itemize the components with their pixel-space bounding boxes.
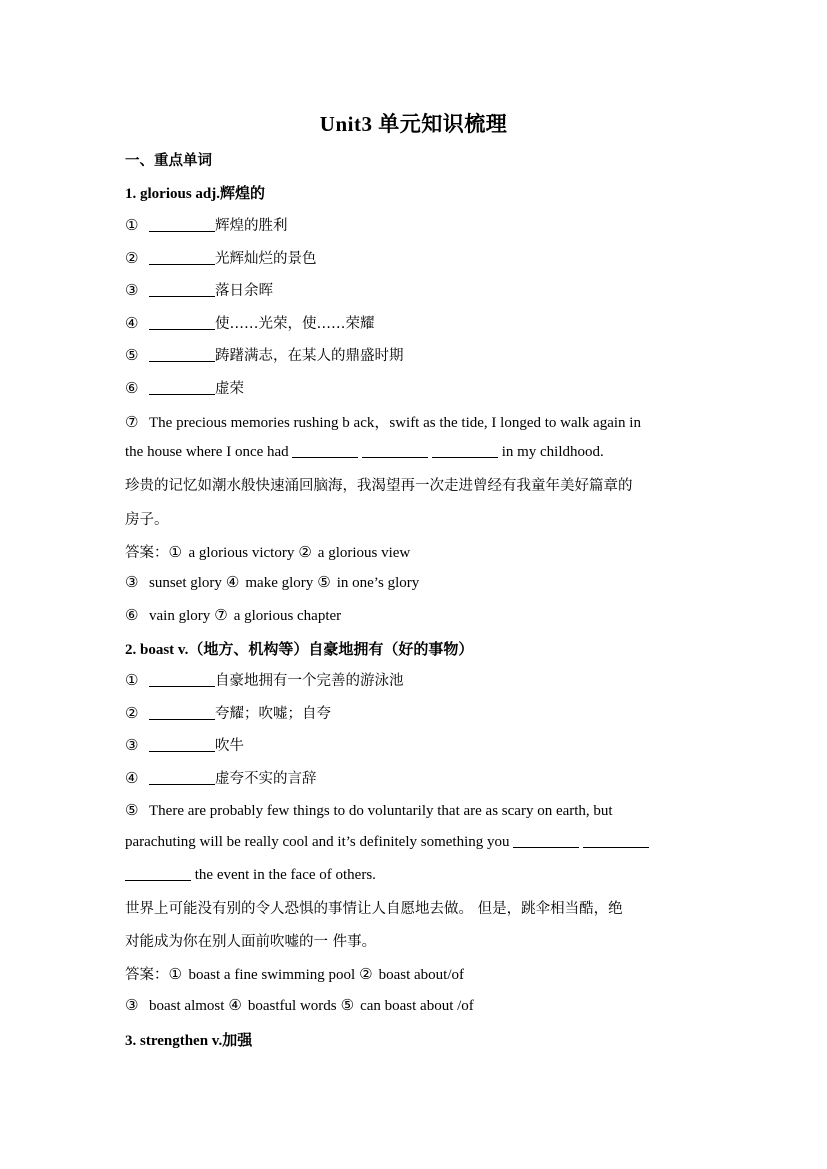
answer-text: sunset glory [149,575,222,591]
sentence-text: The precious memories rushing b ack，swift as the tide, I longed to walk again in [149,415,641,431]
blank-line [583,833,649,848]
answer-line [125,541,705,562]
item-number: ③ [125,996,139,1014]
item-number: ① [168,965,182,983]
translation: 世界上可能没有别的令人恐惧的事情让人自愿地去做。 但是，跳伞相当酷，绝 [125,901,623,917]
item-text: 辉煌的胜利 [215,218,288,234]
answer-line [125,996,705,1015]
item-number: ⑤ [340,996,355,1014]
section-heading: 一、重点单词 [125,153,212,169]
exercise-item [125,279,705,300]
answer-line [125,606,705,625]
sentence-text: the house where I once had [125,444,289,460]
blank-line [149,705,215,720]
blank-line [149,380,215,395]
exercise-sentence [125,411,705,432]
exercise-item [125,377,705,398]
word-heading-glorious: 1. glorious adj.辉煌的 [125,186,266,202]
item-number: ④ [228,996,242,1014]
item-number: ⑤ [125,346,139,364]
exercise-item [125,669,705,690]
exercise-item [125,312,705,333]
item-number: ② [125,249,139,267]
sentence-text: the event in the face of others. [194,867,376,883]
item-number: ③ [125,736,139,754]
answer-text: a glorious victory [188,545,295,561]
sentence-text: parachuting will be really cool and it’s definitely something you [125,834,510,850]
answer-text: boast about/of [378,967,465,983]
item-text: 自豪地拥有一个完善的游泳池 [215,673,404,689]
item-number: ② [125,704,139,722]
answer-text: boast a fine swimming pool [188,967,356,983]
item-number: ⑦ [214,606,228,624]
item-text: 虚夸不实的言辞 [215,771,317,787]
answer-text: a glorious view [317,545,411,561]
item-number: ⑥ [125,379,139,397]
blank-line [432,443,498,458]
answer-line [125,963,705,984]
answer-text: can boast about /of [360,998,474,1014]
item-number: ④ [125,769,139,787]
item-number: ③ [125,573,139,591]
blank-line [149,770,215,785]
blank-line [513,833,579,848]
item-number: ⑤ [317,573,331,591]
page-title: Unit3 单元知识梳理 [319,112,508,136]
exercise-item [125,214,705,235]
item-text: 虚荣 [215,381,244,397]
exercise-item [125,702,705,723]
item-number: ① [125,671,139,689]
blank-line [149,737,215,752]
answer-text: boastful words [247,998,337,1014]
item-number: ⑥ [125,606,139,624]
exercise-item [125,734,705,755]
item-number: ① [125,216,139,234]
item-number: ② [359,965,373,983]
word-heading-boast: 2. boast v.（地方、机构等）自豪地拥有（好的事物） [125,642,474,658]
blank-line [149,282,215,297]
answer-text: vain glory [149,608,211,624]
answer-text: boast almost [149,998,225,1014]
exercise-item [125,344,705,365]
answer-text: in one’s glory [336,575,420,591]
item-number: ④ [125,314,139,332]
item-text: 光辉灿烂的景色 [215,251,317,267]
item-text: 踌躇满志，在某人的鼎盛时期 [215,348,404,364]
item-text: 落日余晖 [215,283,273,299]
answer-line [125,573,705,592]
translation: 对能成为你在别人面前吹嘘的一 件事。 [125,934,377,950]
exercise-item [125,247,705,268]
answer-text: make glory [245,575,314,591]
exercise-sentence-cont [125,833,705,851]
blank-line [125,866,191,881]
blank-line [149,315,215,330]
exercise-item [125,767,705,788]
item-number: ⑦ [125,413,139,431]
blank-line [149,672,215,687]
item-number: ④ [225,573,240,591]
item-number: ② [298,543,312,561]
item-text: 使……光荣，使……荣耀 [215,316,375,332]
exercise-sentence-cont [125,866,705,884]
answer-text: a glorious chapter [233,608,342,624]
item-text: 吹牛 [215,738,244,754]
exercise-sentence-cont [125,443,705,461]
exercise-sentence [125,801,705,820]
item-number: ① [168,543,182,561]
word-heading-strengthen: 3. strengthen v.加强 [125,1033,253,1049]
item-number: ⑤ [125,801,139,819]
answer-label: 答案： [125,967,169,983]
answer-label: 答案： [125,545,169,561]
blank-line [149,217,215,232]
item-text: 夸耀；吹嘘；自夸 [215,706,331,722]
translation: 房子。 [125,512,169,528]
translation: 珍贵的记忆如潮水般快速涌回脑海，我渴望再一次走进曾经有我童年美好篇章的 [125,478,633,494]
blank-line [292,443,358,458]
item-number: ③ [125,281,139,299]
sentence-text: in my childhood. [501,444,604,460]
blank-line [362,443,428,458]
blank-line [149,250,215,265]
sentence-text: There are probably few things to do voluntarily that are as scary on earth, but [149,803,613,819]
blank-line [149,347,215,362]
